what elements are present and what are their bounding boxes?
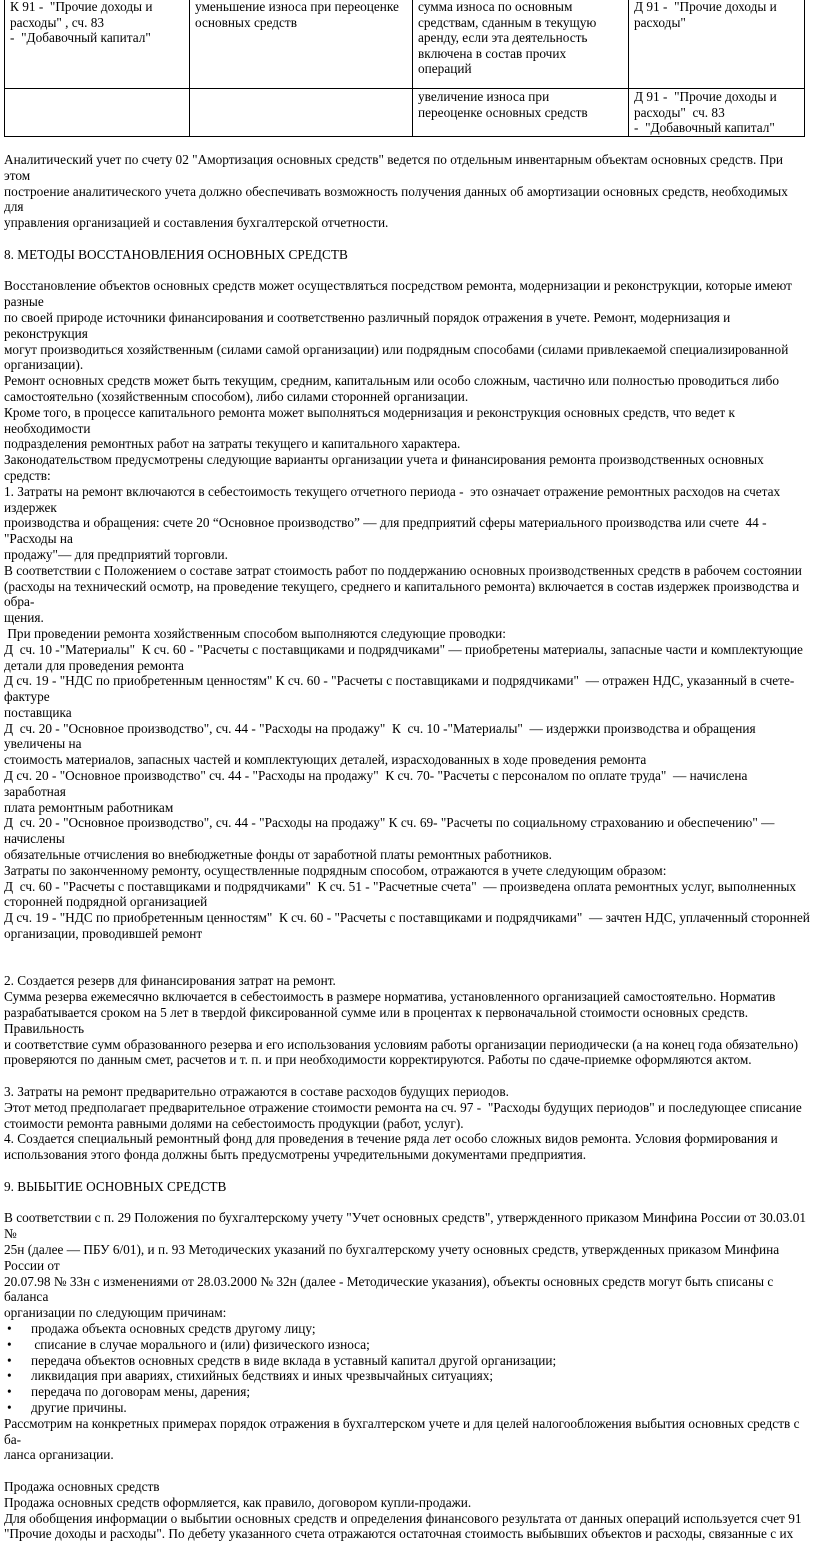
disposal-reasons-list [4,1321,810,1416]
text-line: подразделения ремонтных работ на затраты текущего и капитального характера. [4,436,461,452]
paragraph-examples [4,1416,810,1463]
cell-line: расходы" , сч. 83 [10,14,105,30]
table-cell-credit-account [5,0,190,89]
text-line: Законодательством предусмотрены следующие варианты организации учета и финансирования ремонта производственных основных средств: [4,452,768,483]
table-cell-empty [190,89,413,137]
text-line: Кроме того, в процессе капитального ремонта может выполняться модернизация и реконструкция основных средств, что ведет к необходимости [4,404,739,436]
text-line: Продажа основных средств оформляется, как правило, договором купли-продажи. [4,1494,472,1510]
text-line: организации по следующим причинам: [4,1305,227,1321]
cell-line: расходы" [634,14,686,30]
text-line: поставщика [4,704,72,720]
text-line: разрабатывается сроком на 5 лет в твердой фиксированной сумме или в процентах к первоначальной стоимости основных средств. Правильность [4,1005,752,1036]
text-line: по своей природе источники финансирования и соответственно различный порядок отражения в учете. Ремонт, модернизация и реконструкция [4,309,734,341]
text-line: 1. Затраты на ремонт включаются в себестоимость текущего отчетного периода - это означает отражение ремонтных расходов на счетах издержек [4,483,784,515]
text-line: и соответствие сумм образованного резерва и его использования условиям работы организации периодически (а на конец года обязательно) [4,1036,799,1052]
text-line: Для обобщения информации о выбытии основных средств и определения финансового результата от данных операций используется счет 91 [4,1510,802,1526]
cell-line: средствам, сданным в текущую [418,14,597,30]
paragraph-analytical-accounting [4,152,810,231]
table-cell-debit-account [629,89,805,137]
text-line: ланса организации. [4,1447,114,1463]
table-cell-debit-account [629,0,805,89]
list-item-text: другие причины. [31,1399,127,1415]
cell-line: уменьшение износа при переоценке [195,0,399,14]
cell-line: Д 91 - "Прочие доходы и [634,89,777,104]
text-line: щения. [4,610,44,626]
text-line: организации, проводившей ремонт [4,926,203,942]
text-line: Затраты по законченному ремонту, осуществленные подрядным способом, отражаются в учете следующим образом: [4,862,667,878]
text-line: Ремонт основных средств может быть текущим, средним, капитальным или особо сложным, частично или полностью проводиться либо [4,373,779,389]
bullet-icon: • [7,1320,12,1336]
text-line: проверяются по данным смет, расчетов и т. п. и при необходимости корректируются. Работы по сдаче-приемке оформляются актом. [4,1052,752,1068]
cell-line: аренду, если эта деятельность [418,30,588,46]
list-item [4,1353,810,1369]
text-line: 4. Создается специальный ремонтный фонд для проведения в течение ряда лет особо сложных видов ремонта. Условия формирования и [4,1131,778,1147]
text-line: Д сч. 20 - "Основное производство", сч. 44 - "Расходы на продажу" К сч. 69- "Расчеты по социальному страхованию и обеспечению" — начислены [4,815,778,847]
text-line: продажу"— для предприятий торговли. [4,546,228,562]
text-line: стоимости ремонта равными долями на себестоимость продукции (работ, услуг). [4,1115,464,1131]
text-line: Д сч. 10 -"Материалы" К сч. 60 - "Расчеты с поставщиками и подрядчиками" — приобретены материалы, запасные части и комплектующие [4,641,803,657]
text-line: использования этого фонда должны быть предусмотрены учредительными документами предприятия. [4,1147,587,1163]
cell-line: - "Добавочный капитал" [10,30,151,46]
bullet-icon: • [7,1368,12,1384]
cell-line: увеличение износа при [418,89,550,104]
text-line: сторонней подрядной организацией [4,894,208,910]
list-item-text: ликвидация при авариях, стихийных бедствиях и иных чрезвычайных ситуациях; [31,1368,494,1384]
cell-line: включена в состав прочих [418,45,567,61]
text-line: организации). [4,357,84,373]
cell-line: Д 91 - "Прочие доходы и [634,0,777,14]
text-line: Аналитический учет по счету 02 "Амортизация основных средств" ведется по отдельным инвентарным объектам основных средств. При этом [4,152,787,183]
text-line: производства и обращения: счете 20 “Основное производство” — для предприятий сферы материального производства или счете 44 - "Расходы на [4,515,770,547]
paragraph-deferred-expenses [4,1084,810,1163]
text-line: Рассмотрим на конкретных примерах порядок отражения в бухгалтерском учете и для целей налогообложения выбытия основных средств с ба- [4,1415,803,1447]
cell-line: расходы" сч. 83 [634,104,725,120]
text-line: детали для проведения ремонта [4,657,184,673]
text-line: Д сч. 60 - "Расчеты с поставщиками и подрядчиками" К сч. 51 - "Расчетные счета" — произведена оплата ремонтных услуг, выполненных [4,878,797,894]
list-item [4,1337,810,1353]
table-cell-operation [413,89,629,137]
table-cell-empty [5,89,190,137]
text-line: 20.07.98 № 33н с изменениями от 28.03.2000 № 32н (далее - Методические указания), объекты основных средств могут быть списаны с баланса [4,1273,777,1305]
bullet-icon: • [7,1399,12,1415]
list-item [4,1400,810,1416]
section-heading-8: 8. МЕТОДЫ ВОССТАНОВЛЕНИЯ ОСНОВНЫХ СРЕДСТВ [4,246,348,262]
text-line: Этот метод предполагает предварительное отражение стоимости ремонта на сч. 97 - "Расходы будущих периодов" и последующее списание [4,1099,802,1115]
list-item-text: продажа объекта основных средств другому лицу; [31,1320,316,1336]
cell-line: - "Добавочный капитал" [634,120,775,136]
text-line: Д сч. 19 - "НДС по приобретенным ценностям" К сч. 60 - "Расчеты с поставщиками и подрядчиками" — зачтен НДС, уплаченный сторонней [4,910,810,926]
text-line: плата ремонтным работникам [4,799,174,815]
text-line: построение аналитического учета должно обеспечивать возможность получения данных об амортизации основных средств, необходимых для [4,183,792,215]
text-line: обязательные отчисления во внебюджетные фонды от заработной платы ремонтных работников. [4,847,552,863]
text-line: 2. Создается резерв для финансирования затрат на ремонт. [4,973,336,989]
text-line: При проведении ремонта хозяйственным способом выполняются следующие проводки: [4,625,506,641]
cell-line: сумма износа по основным [418,0,573,14]
list-item-text: списание в случае морального и (или) физического износа; [31,1336,370,1352]
bullet-icon: • [7,1352,12,1368]
text-line: "Прочие доходы и расходы". По дебету указанного счета отражаются остаточная стоимость выбывших объектов и расходы, связанные с их [4,1526,794,1542]
table-cell-operation [413,0,629,89]
list-item [4,1368,810,1384]
body-text [4,152,810,1542]
text-line: Д сч. 20 - "Основное производство" сч. 44 - "Расходы на продажу" К сч. 70- "Расчеты с персоналом по оплате труда" — начислена заработная [4,768,751,799]
text-line: Сумма резерва ежемесячно включается в себестоимость в размере норматива, установленного организацией самостоятельно. Норматив [4,989,776,1005]
cell-line: К 91 - "Прочие доходы и [10,0,153,14]
bullet-icon: • [7,1384,12,1400]
cell-line: операций [418,61,472,77]
text-line: самостоятельно (хозяйственным способом), либо силами сторонней организации. [4,388,469,404]
text-line: 3. Затраты на ремонт предварительно отражаются в составе расходов будущих периодов. [4,1084,509,1100]
paragraph-sale-of-assets [4,1479,810,1542]
bullet-icon: • [7,1336,12,1352]
list-item-text: передача объектов основных средств в виде вклада в уставный капитал другой организации; [31,1352,557,1368]
table-row [5,89,805,137]
section-heading-9: 9. ВЫБЫТИЕ ОСНОВНЫХ СРЕДСТВ [4,1178,227,1194]
text-line: В соответствии с п. 29 Положения по бухгалтерскому учету "Учет основных средств", утвержденного приказом Минфина России от 30.03.01 № [4,1210,810,1242]
text-line: В соответствии с Положением о составе затрат стоимость работ по поддержанию основных производственных средств в рабочем состоянии [4,562,802,578]
text-line: Восстановление объектов основных средств может осуществляться посредством ремонта, модернизации и реконструкции, которые имеют разные [4,278,796,310]
text-line: Продажа основных средств [4,1478,160,1494]
list-item [4,1384,810,1400]
paragraph-disposal-reasons [4,1210,810,1321]
cell-line: переоценке основных средств [418,104,588,120]
table-cell-operation [190,0,413,89]
accounting-entries-table [4,0,805,137]
text-line: управления организацией и составления бухгалтерской отчетности. [4,215,389,231]
paragraph-repair-reserve [4,973,810,1068]
text-line: стоимость материалов, запасных частей и комплектующих деталей, израсходованных в ходе проведения ремонта [4,752,647,768]
table-row [5,0,805,89]
text-line: 25н (далее — ПБУ 6/01), и п. 93 Методических указаний по бухгалтерскому учету основных средств, утвержденных приказом Минфина России от [4,1241,783,1273]
text-line: могут производиться хозяйственным (силами самой организации) или подрядным способами (силами привлекаемой специализированной [4,341,789,357]
text-line: Д сч. 19 - "НДС по приобретенным ценностям" К сч. 60 - "Расчеты с поставщиками и подрядчиками" — отражен НДС, указанный в счете-фактуре [4,673,795,705]
paragraph-restoration-methods [4,278,810,941]
text-line: Д сч. 20 - "Основное производство", сч. 44 - "Расходы на продажу" К сч. 10 -"Материалы" — издержки производства и обращения увеличены на [4,720,759,752]
list-item [4,1321,810,1337]
list-item-text: передача по договорам мены, дарения; [31,1384,251,1400]
cell-line: основных средств [195,14,297,30]
text-line: (расходы на технический осмотр, на проведение текущего, среднего и капитального ремонта) включается в состав издержек производства и обра- [4,578,803,610]
